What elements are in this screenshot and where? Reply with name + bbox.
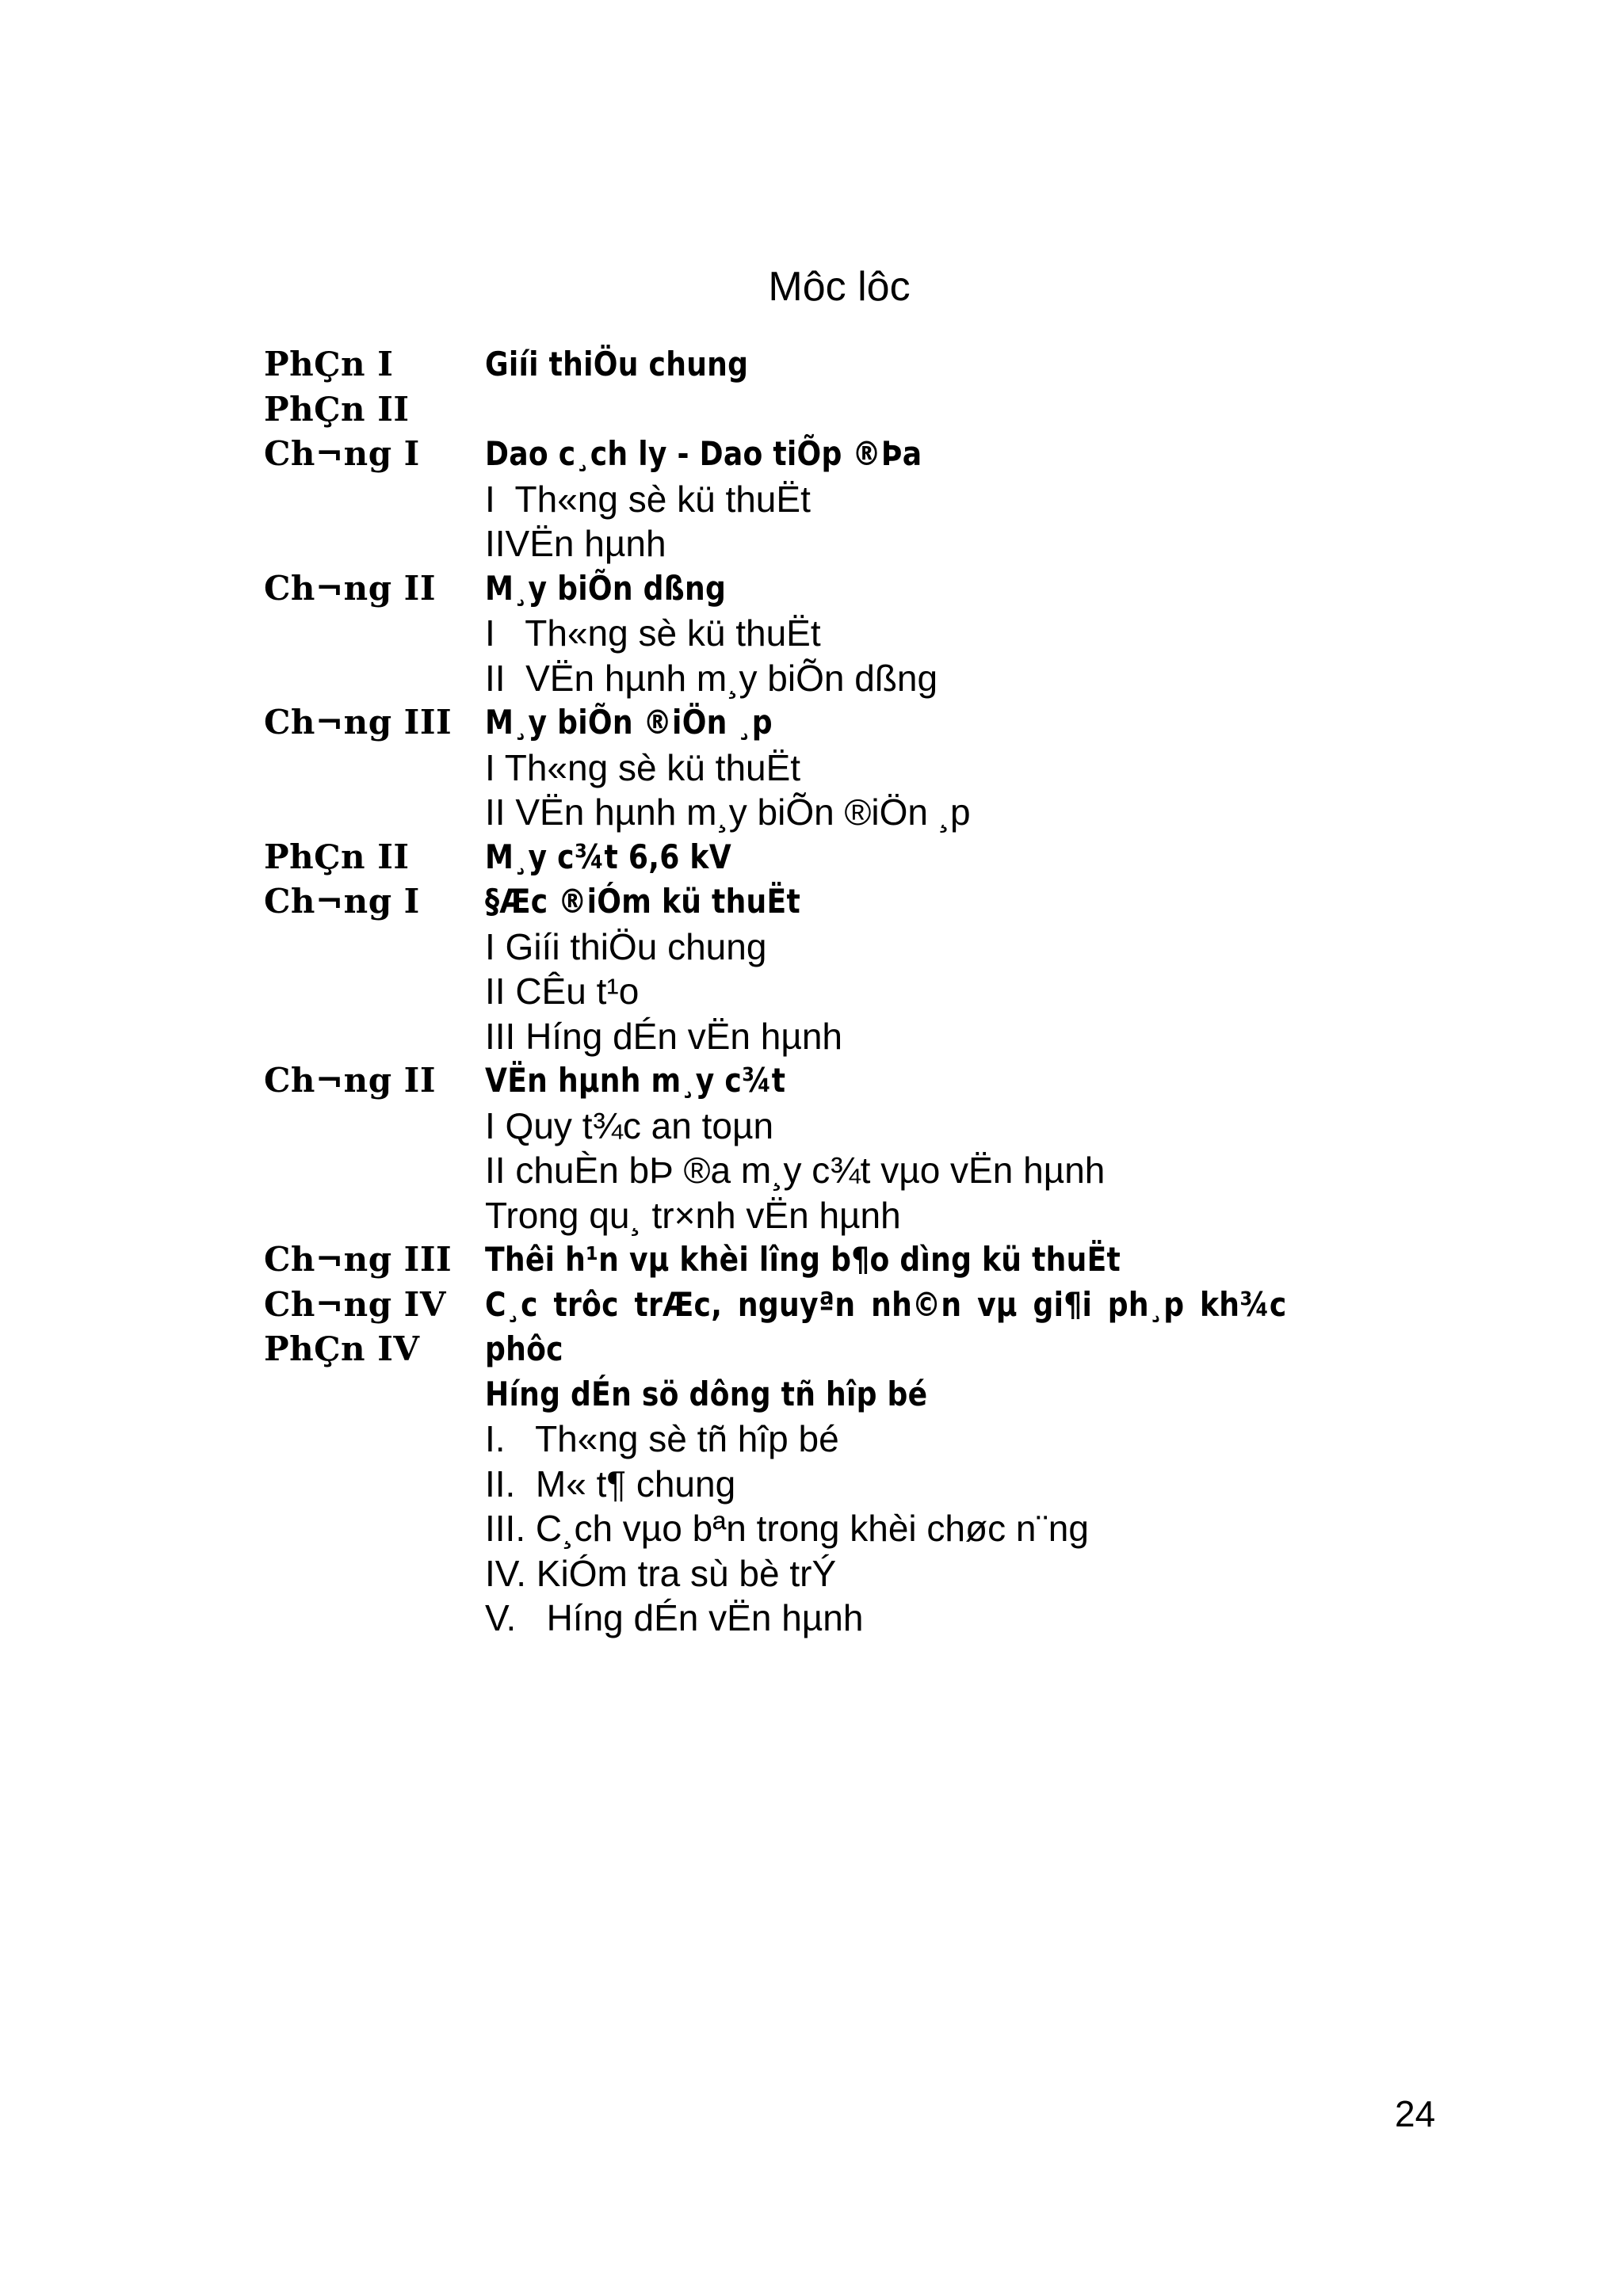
toc-section-label: PhÇn II: [264, 389, 410, 429]
toc-section-label: Ch¬ng III: [264, 703, 453, 742]
toc-heading: phôc: [485, 1329, 563, 1368]
toc-item: I Th«ng sè kü thuËt: [485, 612, 821, 654]
toc-heading: M¸y c¾t 6,6 kV: [485, 837, 731, 876]
toc-label-spacer: [264, 1551, 452, 1596]
toc-item: III Híng dÉn vËn hµnh: [485, 1015, 842, 1057]
toc-section-labels: [264, 342, 452, 1641]
toc-label-spacer: [264, 1014, 452, 1059]
toc-item: II VËn hµnh m¸y biÕn ®iÖn ¸p: [485, 791, 971, 833]
toc-item: I Quy t¾c an toµn: [485, 1104, 774, 1146]
toc-label-spacer: [264, 521, 452, 566]
toc-label-spacer: [264, 477, 452, 522]
toc-label-spacer: [264, 1506, 452, 1551]
toc-heading: M¸y biÕn dßng: [485, 568, 727, 608]
toc-entry-spacer: [485, 387, 1436, 433]
toc-section-label: PhÇn IV: [264, 1329, 420, 1368]
page-title: Môc lôc: [768, 264, 911, 310]
toc-heading: VËn hµnh m¸y c¾t: [485, 1061, 786, 1100]
toc-entries: [485, 342, 1436, 1641]
toc-item: III. C¸ch vµo bªn trong khèi chøc n¨ng: [485, 1508, 1089, 1549]
toc-label-spacer: [264, 790, 452, 835]
toc-section-label: PhÇn II: [264, 837, 410, 876]
toc-item: II CÊu t¹o: [485, 971, 640, 1012]
toc-section-label: Ch¬ng II: [264, 568, 436, 608]
toc-label-spacer: [264, 746, 452, 791]
toc-label-spacer: [264, 969, 452, 1014]
toc-heading: Thêi h¹n vµ khèi lîng b¶o dìng kü thuËt: [485, 1240, 1121, 1279]
toc-section-label: Ch¬ng II: [264, 1061, 436, 1100]
toc-section-label: PhÇn I: [264, 345, 394, 383]
toc-item: I Th«ng sè kü thuËt: [485, 746, 801, 788]
toc-item: V. Híng dÉn vËn hµnh: [485, 1597, 864, 1638]
toc-label-spacer: [264, 1193, 452, 1238]
toc-label-spacer: [264, 925, 452, 970]
toc-item: II. M« t¶ chung: [485, 1463, 736, 1505]
toc-section-label: Ch¬ng I: [264, 882, 420, 921]
toc-label-spacer: [264, 1372, 452, 1417]
toc-item: IV. KiÓm tra sù bè trÝ: [485, 1552, 837, 1594]
toc-heading: Híng dÉn sö dông tñ hîp bé: [485, 1374, 928, 1413]
toc-section-label: Ch¬ng I: [264, 434, 420, 473]
toc-label-spacer: [264, 1462, 452, 1507]
toc-item: II VËn hµnh m¸y biÕn dßng: [485, 657, 938, 699]
toc-label-spacer: [264, 1596, 452, 1641]
toc-heading: Giíi thiÖu chung: [485, 345, 749, 383]
toc-heading: C¸c trôc trÆc, nguyªn nh©n vµ gi¶i ph¸p kh¾c: [485, 1284, 1287, 1324]
toc-label-spacer: [264, 656, 452, 701]
toc-label-spacer: [264, 1417, 452, 1462]
toc-section-label: Ch¬ng III: [264, 1240, 453, 1279]
toc-item: I Th«ng sè kü thuËt: [485, 478, 811, 520]
toc-item: I Giíi thiÖu chung: [485, 925, 767, 967]
page-number: 24: [1395, 2093, 1436, 2134]
toc-heading: M¸y biÕn ®iÖn ¸p: [485, 703, 773, 742]
toc-label-spacer: [264, 1104, 452, 1149]
toc-item: II chuÈn bÞ ®a m¸y c¾t vµo vËn hµnh: [485, 1150, 1106, 1191]
toc-item: I. Th«ng sè tñ hîp bé: [485, 1418, 839, 1459]
toc-label-spacer: [264, 611, 452, 656]
toc-section-label: Ch¬ng IV: [264, 1284, 446, 1324]
toc-heading: §Æc ®iÓm kü thuËt: [485, 882, 800, 921]
toc-item: IIVËn hµnh: [485, 523, 666, 564]
toc-item: Trong qu¸ tr×nh vËn hµnh: [485, 1194, 901, 1236]
toc-label-spacer: [264, 1148, 452, 1193]
toc-heading: Dao c¸ch ly - Dao tiÕp ®Þa: [485, 434, 922, 473]
